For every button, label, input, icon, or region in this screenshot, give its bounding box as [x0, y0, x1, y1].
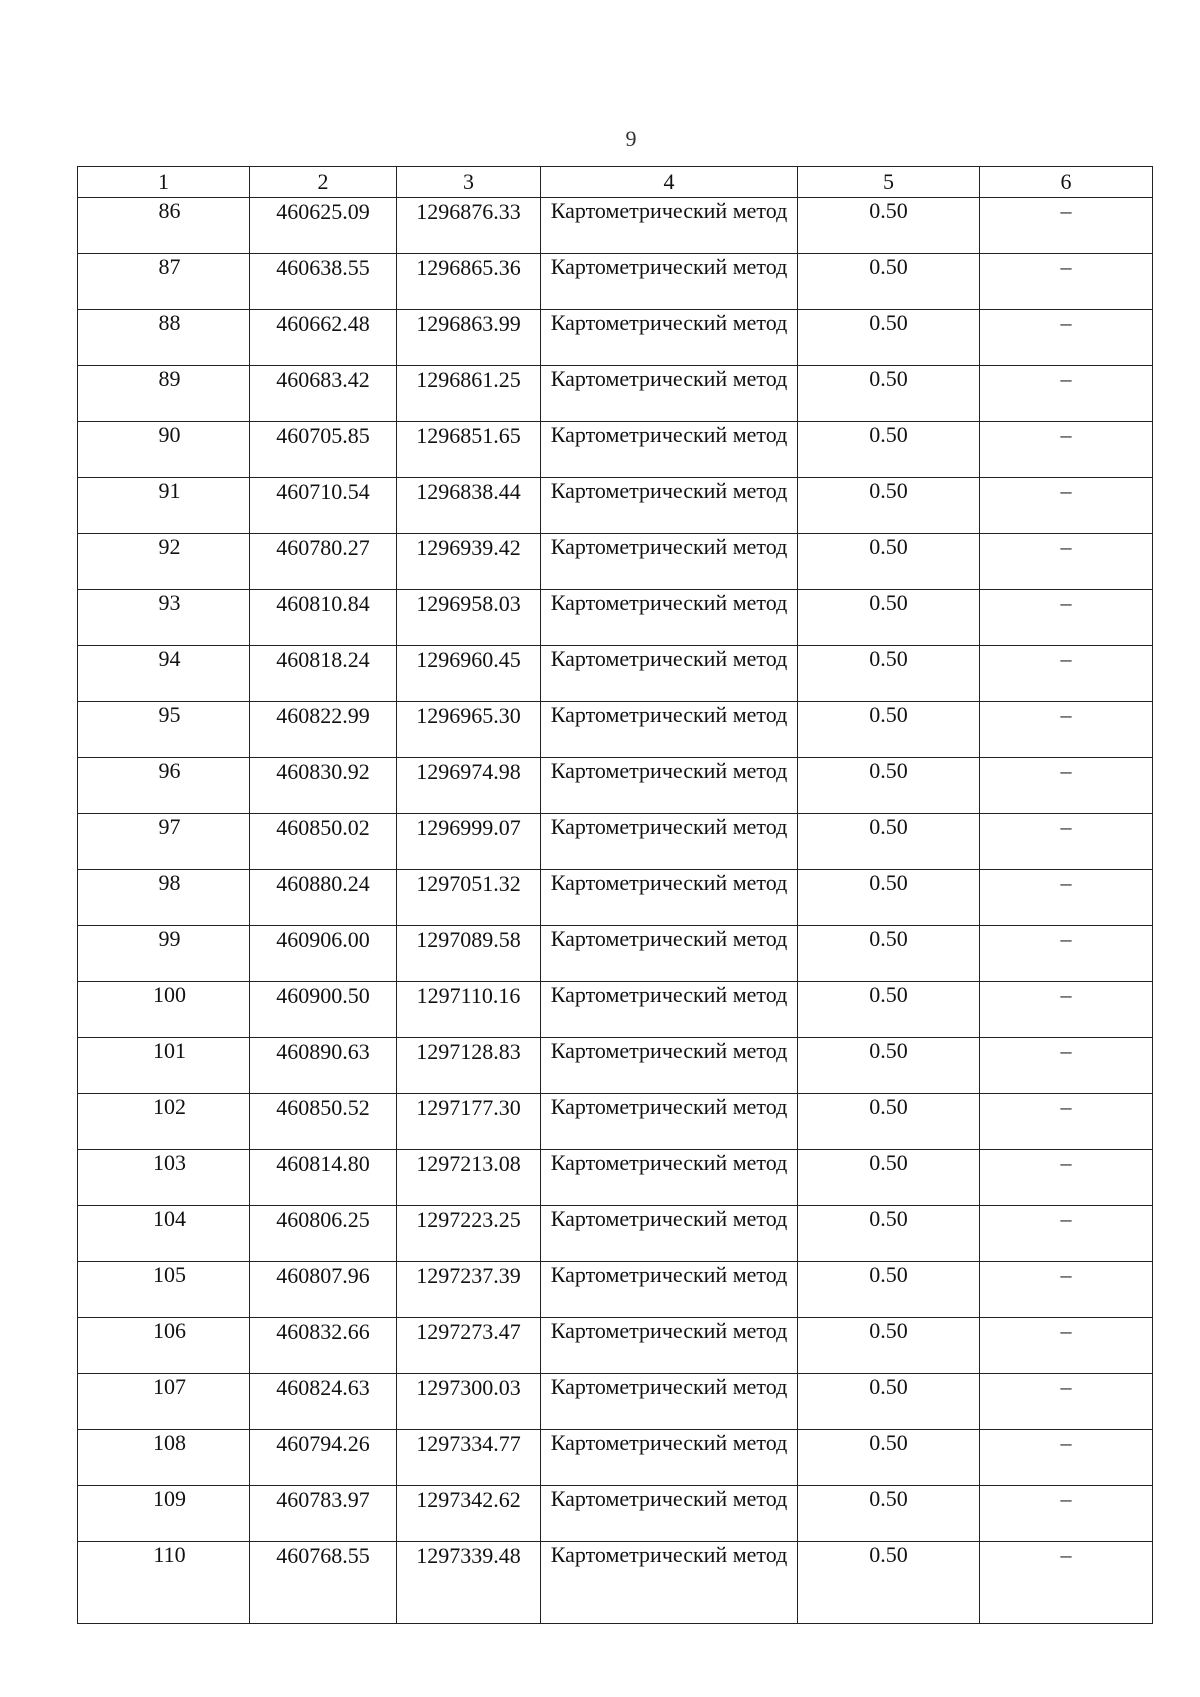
- method-cell: Картометрический метод: [541, 1150, 798, 1206]
- description-cell: –: [980, 1486, 1153, 1542]
- point-number-cell: 108: [78, 1430, 250, 1486]
- coordinates-table: [77, 166, 1153, 1624]
- table-header-row: [78, 167, 1153, 198]
- description-cell: –: [980, 1318, 1153, 1374]
- y-coordinate-cell: 1297177.30: [397, 1094, 541, 1150]
- description-cell: –: [980, 254, 1153, 310]
- y-coordinate-cell: 1297339.48: [397, 1542, 541, 1624]
- x-coordinate-cell: 460780.27: [250, 534, 397, 590]
- method-cell: Картометрический метод: [541, 310, 798, 366]
- table-row: [78, 422, 1153, 478]
- accuracy-cell: 0.50: [798, 926, 980, 982]
- table-row: [78, 1542, 1153, 1624]
- table-row: [78, 926, 1153, 982]
- y-coordinate-cell: 1296939.42: [397, 534, 541, 590]
- description-cell: –: [980, 1374, 1153, 1430]
- accuracy-cell: 0.50: [798, 1318, 980, 1374]
- accuracy-cell: 0.50: [798, 534, 980, 590]
- x-coordinate-cell: 460850.52: [250, 1094, 397, 1150]
- method-cell: Картометрический метод: [541, 422, 798, 478]
- accuracy-cell: 0.50: [798, 1038, 980, 1094]
- description-cell: –: [980, 1038, 1153, 1094]
- method-cell: Картометрический метод: [541, 702, 798, 758]
- method-cell: Картометрический метод: [541, 758, 798, 814]
- description-cell: –: [980, 534, 1153, 590]
- point-number-cell: 107: [78, 1374, 250, 1430]
- point-number-cell: 99: [78, 926, 250, 982]
- header-cell-2: 2: [250, 167, 397, 198]
- description-cell: –: [980, 1430, 1153, 1486]
- table-row: [78, 1374, 1153, 1430]
- method-cell: Картометрический метод: [541, 814, 798, 870]
- method-cell: Картометрический метод: [541, 1542, 798, 1624]
- description-cell: –: [980, 646, 1153, 702]
- point-number-cell: 102: [78, 1094, 250, 1150]
- method-cell: Картометрический метод: [541, 646, 798, 702]
- method-cell: Картометрический метод: [541, 982, 798, 1038]
- point-number-cell: 89: [78, 366, 250, 422]
- point-number-cell: 87: [78, 254, 250, 310]
- x-coordinate-cell: 460906.00: [250, 926, 397, 982]
- table-row: [78, 590, 1153, 646]
- table-row: [78, 366, 1153, 422]
- y-coordinate-cell: 1296974.98: [397, 758, 541, 814]
- method-cell: Картометрический метод: [541, 870, 798, 926]
- x-coordinate-cell: 460850.02: [250, 814, 397, 870]
- description-cell: –: [980, 478, 1153, 534]
- table-row: [78, 1486, 1153, 1542]
- description-cell: –: [980, 702, 1153, 758]
- accuracy-cell: 0.50: [798, 646, 980, 702]
- point-number-cell: 97: [78, 814, 250, 870]
- method-cell: Картометрический метод: [541, 926, 798, 982]
- point-number-cell: 106: [78, 1318, 250, 1374]
- header-cell-5: 5: [798, 167, 980, 198]
- accuracy-cell: 0.50: [798, 982, 980, 1038]
- point-number-cell: 109: [78, 1486, 250, 1542]
- x-coordinate-cell: 460638.55: [250, 254, 397, 310]
- table-row: [78, 982, 1153, 1038]
- x-coordinate-cell: 460822.99: [250, 702, 397, 758]
- y-coordinate-cell: 1297213.08: [397, 1150, 541, 1206]
- point-number-cell: 110: [78, 1542, 250, 1624]
- y-coordinate-cell: 1296861.25: [397, 366, 541, 422]
- table-row: [78, 1262, 1153, 1318]
- x-coordinate-cell: 460783.97: [250, 1486, 397, 1542]
- x-coordinate-cell: 460880.24: [250, 870, 397, 926]
- header-cell-6: 6: [980, 167, 1153, 198]
- description-cell: –: [980, 1206, 1153, 1262]
- table-row: [78, 814, 1153, 870]
- description-cell: –: [980, 870, 1153, 926]
- accuracy-cell: 0.50: [798, 1486, 980, 1542]
- y-coordinate-cell: 1297089.58: [397, 926, 541, 982]
- y-coordinate-cell: 1296876.33: [397, 198, 541, 254]
- point-number-cell: 98: [78, 870, 250, 926]
- y-coordinate-cell: 1296958.03: [397, 590, 541, 646]
- point-number-cell: 100: [78, 982, 250, 1038]
- method-cell: Картометрический метод: [541, 1262, 798, 1318]
- description-cell: –: [980, 926, 1153, 982]
- method-cell: Картометрический метод: [541, 478, 798, 534]
- accuracy-cell: 0.50: [798, 366, 980, 422]
- x-coordinate-cell: 460705.85: [250, 422, 397, 478]
- y-coordinate-cell: 1296865.36: [397, 254, 541, 310]
- description-cell: –: [980, 310, 1153, 366]
- accuracy-cell: 0.50: [798, 590, 980, 646]
- y-coordinate-cell: 1296960.45: [397, 646, 541, 702]
- x-coordinate-cell: 460794.26: [250, 1430, 397, 1486]
- method-cell: Картометрический метод: [541, 1318, 798, 1374]
- x-coordinate-cell: 460832.66: [250, 1318, 397, 1374]
- accuracy-cell: 0.50: [798, 198, 980, 254]
- point-number-cell: 95: [78, 702, 250, 758]
- y-coordinate-cell: 1297334.77: [397, 1430, 541, 1486]
- point-number-cell: 104: [78, 1206, 250, 1262]
- method-cell: Картометрический метод: [541, 198, 798, 254]
- point-number-cell: 93: [78, 590, 250, 646]
- y-coordinate-cell: 1296965.30: [397, 702, 541, 758]
- table-row: [78, 1094, 1153, 1150]
- y-coordinate-cell: 1297128.83: [397, 1038, 541, 1094]
- point-number-cell: 91: [78, 478, 250, 534]
- x-coordinate-cell: 460625.09: [250, 198, 397, 254]
- description-cell: –: [980, 422, 1153, 478]
- x-coordinate-cell: 460807.96: [250, 1262, 397, 1318]
- x-coordinate-cell: 460806.25: [250, 1206, 397, 1262]
- method-cell: Картометрический метод: [541, 1038, 798, 1094]
- table-row: [78, 646, 1153, 702]
- method-cell: Картометрический метод: [541, 1206, 798, 1262]
- accuracy-cell: 0.50: [798, 1430, 980, 1486]
- y-coordinate-cell: 1297110.16: [397, 982, 541, 1038]
- y-coordinate-cell: 1297273.47: [397, 1318, 541, 1374]
- accuracy-cell: 0.50: [798, 1542, 980, 1624]
- table-row: [78, 1038, 1153, 1094]
- header-cell-1: 1: [78, 167, 250, 198]
- accuracy-cell: 0.50: [798, 254, 980, 310]
- description-cell: –: [980, 1262, 1153, 1318]
- y-coordinate-cell: 1297237.39: [397, 1262, 541, 1318]
- method-cell: Картометрический метод: [541, 1094, 798, 1150]
- method-cell: Картометрический метод: [541, 1486, 798, 1542]
- method-cell: Картометрический метод: [541, 254, 798, 310]
- header-cell-4: 4: [541, 167, 798, 198]
- description-cell: –: [980, 590, 1153, 646]
- description-cell: –: [980, 1094, 1153, 1150]
- description-cell: –: [980, 366, 1153, 422]
- page-number: 9: [625, 126, 637, 151]
- accuracy-cell: 0.50: [798, 1262, 980, 1318]
- y-coordinate-cell: 1296851.65: [397, 422, 541, 478]
- method-cell: Картометрический метод: [541, 1374, 798, 1430]
- accuracy-cell: 0.50: [798, 758, 980, 814]
- description-cell: –: [980, 1542, 1153, 1624]
- point-number-cell: 86: [78, 198, 250, 254]
- x-coordinate-cell: 460890.63: [250, 1038, 397, 1094]
- accuracy-cell: 0.50: [798, 1374, 980, 1430]
- y-coordinate-cell: 1296838.44: [397, 478, 541, 534]
- table-row: [78, 1206, 1153, 1262]
- table-row: [78, 254, 1153, 310]
- accuracy-cell: 0.50: [798, 814, 980, 870]
- accuracy-cell: 0.50: [798, 1206, 980, 1262]
- description-cell: –: [980, 758, 1153, 814]
- x-coordinate-cell: 460900.50: [250, 982, 397, 1038]
- y-coordinate-cell: 1297051.32: [397, 870, 541, 926]
- x-coordinate-cell: 460824.63: [250, 1374, 397, 1430]
- table-row: [78, 870, 1153, 926]
- y-coordinate-cell: 1297223.25: [397, 1206, 541, 1262]
- table-row: [78, 1430, 1153, 1486]
- y-coordinate-cell: 1296999.07: [397, 814, 541, 870]
- x-coordinate-cell: 460683.42: [250, 366, 397, 422]
- table-row: [78, 758, 1153, 814]
- accuracy-cell: 0.50: [798, 478, 980, 534]
- y-coordinate-cell: 1297342.62: [397, 1486, 541, 1542]
- x-coordinate-cell: 460810.84: [250, 590, 397, 646]
- x-coordinate-cell: 460814.80: [250, 1150, 397, 1206]
- accuracy-cell: 0.50: [798, 1094, 980, 1150]
- method-cell: Картометрический метод: [541, 534, 798, 590]
- table-row: [78, 198, 1153, 254]
- table-row: [78, 310, 1153, 366]
- table-row: [78, 702, 1153, 758]
- point-number-cell: 92: [78, 534, 250, 590]
- table-row: [78, 1318, 1153, 1374]
- point-number-cell: 101: [78, 1038, 250, 1094]
- x-coordinate-cell: 460818.24: [250, 646, 397, 702]
- accuracy-cell: 0.50: [798, 1150, 980, 1206]
- accuracy-cell: 0.50: [798, 422, 980, 478]
- accuracy-cell: 0.50: [798, 702, 980, 758]
- x-coordinate-cell: 460662.48: [250, 310, 397, 366]
- x-coordinate-cell: 460768.55: [250, 1542, 397, 1624]
- point-number-cell: 105: [78, 1262, 250, 1318]
- description-cell: –: [980, 198, 1153, 254]
- y-coordinate-cell: 1297300.03: [397, 1374, 541, 1430]
- point-number-cell: 94: [78, 646, 250, 702]
- table-row: [78, 1150, 1153, 1206]
- description-cell: –: [980, 982, 1153, 1038]
- x-coordinate-cell: 460710.54: [250, 478, 397, 534]
- accuracy-cell: 0.50: [798, 870, 980, 926]
- method-cell: Картометрический метод: [541, 366, 798, 422]
- method-cell: Картометрический метод: [541, 1430, 798, 1486]
- point-number-cell: 90: [78, 422, 250, 478]
- accuracy-cell: 0.50: [798, 310, 980, 366]
- method-cell: Картометрический метод: [541, 590, 798, 646]
- x-coordinate-cell: 460830.92: [250, 758, 397, 814]
- table-row: [78, 478, 1153, 534]
- y-coordinate-cell: 1296863.99: [397, 310, 541, 366]
- point-number-cell: 96: [78, 758, 250, 814]
- point-number-cell: 88: [78, 310, 250, 366]
- point-number-cell: 103: [78, 1150, 250, 1206]
- header-cell-3: 3: [397, 167, 541, 198]
- table-row: [78, 534, 1153, 590]
- description-cell: –: [980, 1150, 1153, 1206]
- description-cell: –: [980, 814, 1153, 870]
